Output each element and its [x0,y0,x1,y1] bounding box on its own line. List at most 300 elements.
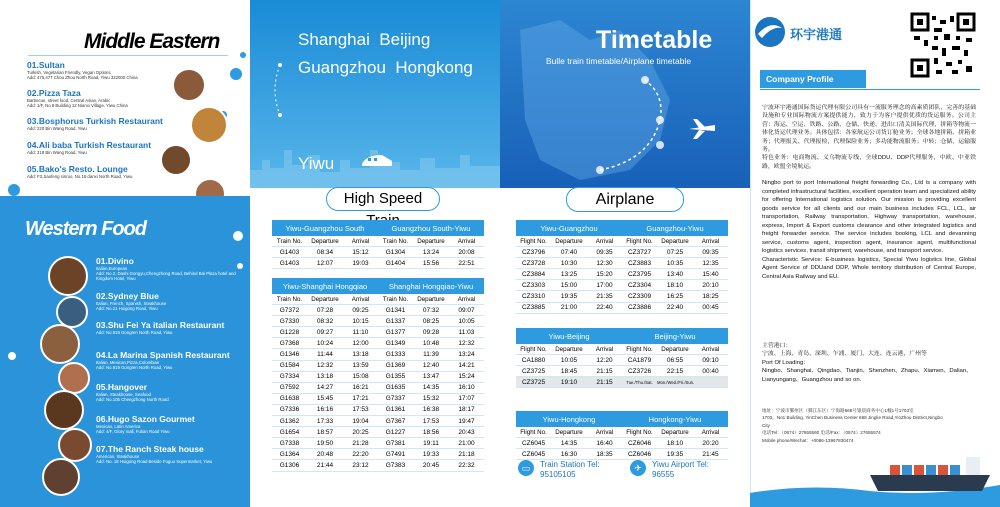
table-cell: G7372 [279,306,300,314]
table-cell: 18:56 [422,428,440,436]
table-cell: 21:00 [458,439,475,447]
column-header: Arrival [595,345,614,353]
table-row [272,316,484,327]
table-cell: G7592 [279,384,300,392]
restaurant-photo [42,458,80,496]
table-cell: 22:40 [596,304,613,312]
train-panel [250,0,500,507]
table-cell: 15:24 [458,373,475,381]
table-row [272,258,484,269]
table-cell: 22:51 [458,259,475,267]
route-label: Yiwu-Guangzhou [540,223,598,233]
column-header: Flight No. [520,345,547,353]
table-cell: 13:59 [352,362,369,370]
table-cell: 15:45 [316,395,334,403]
table-cell: CZ6045 [521,450,546,458]
table-cell: 23:12 [352,461,369,469]
table-header [516,411,728,427]
contact-address: 地址：宁波市鄞州区（鄞江东区）宁海路668号银晨商务中心1幢1号1703室 1703，No1 Building, YinChen Business Center 668 Jinglie Road,YinZhou District,Ningbo City 电话Tel：（0574）27655560 电话/Fax：（0574）27655574 Mobile phone/Wechat：+0086-13967830474 [762,408,943,443]
route-label: Yiwu-Guangzhou South [285,223,365,233]
table-cell: 07:25 [666,248,684,256]
column-header: Train No. [382,237,409,245]
table-cell: 15:12 [352,248,369,256]
table-row [516,366,728,377]
table-row [272,383,484,394]
table-cell: CZ6046 [627,450,652,458]
table-cell: 21:45 [702,450,719,458]
timetable-subtitle: Bulle train timetable/Airplane timetable [546,56,692,66]
table-cell: 18:35 [596,450,613,458]
column-header: Arrival [457,237,476,245]
table-cell: CZ3725 [521,378,546,386]
table-cell: 12:30 [596,259,613,267]
cargo-ship-graphic [750,435,1000,507]
table-cell: G1341 [385,306,406,314]
route-label: Yiwu-Hongkong [542,414,596,424]
table-cell: 21:28 [352,439,369,447]
table-cell: 13:40 [666,270,684,278]
table-cell: 11:44 [317,351,333,359]
table-row [272,372,484,383]
restaurant-photo [190,106,228,144]
airplane-icon [687,117,717,141]
table-cell: CA1879 [627,356,652,364]
table-cell: G1304 [385,248,406,256]
table-cell: 15:20 [596,270,613,278]
table-cell: CZ3310 [521,293,546,301]
table-cell: 18:10 [666,439,684,447]
table-cell: 15:32 [422,395,440,403]
column-header-row [516,427,728,438]
table-cell: G1228 [279,328,300,336]
air-table-beijing [516,328,728,388]
table-cell: 19:33 [422,450,440,458]
table-cell: 07:32 [422,306,440,314]
table-cell: 22:32 [458,461,475,469]
table-cell: 14:27 [316,384,334,392]
table-cell: 07:28 [316,306,334,314]
table-cell: 19:03 [352,259,369,267]
table-cell: 11:39 [423,351,439,359]
train-icon [360,152,394,170]
table-cell: 18:25 [702,293,719,301]
table-cell: CZ3796 [521,248,546,256]
restaurant-photo [44,390,84,430]
table-cell: 20:10 [702,281,719,289]
table-cell: G7336 [279,406,300,414]
table-cell: CZ3728 [521,259,546,267]
column-header: Arrival [701,237,720,245]
table-cell: 09:27 [316,328,334,336]
qr-code [910,12,976,78]
table-cell: 13:24 [458,351,475,359]
column-header: Departure [555,428,583,436]
column-header: Train No. [382,295,409,303]
route-label: Yiwu-Beijing [548,331,590,341]
table-cell: 16:16 [316,406,334,414]
table-row [272,460,484,471]
table-cell: 10:30 [560,259,578,267]
air-table-guangzhou [516,220,728,314]
column-header: Train No. [276,237,303,245]
list-item[interactable]: 02.Sydney Blue Italian, French, Spanish, Steakhouse Add: No.21 Huigong Road, Yiwu [96,291,167,312]
table-cell: 16:10 [458,384,475,392]
table-row [272,427,484,438]
table-header [272,220,484,236]
table-cell: 15:40 [702,270,719,278]
table-cell: CZ3795 [627,270,652,278]
table-cell: 08:25 [422,317,440,325]
table-cell: 14:21 [458,362,475,370]
table-cell: 22:20 [352,450,369,458]
table-cell: 10:05 [458,317,475,325]
timetable-banner [500,0,750,188]
table-cell: Mon./Wed./Fri./Sun. [657,379,695,385]
table-cell: CZ3727 [627,248,652,256]
list-item[interactable]: 05.Bako's Resto. Lounge Add: F3,Jiaofeng sinruo, No.16 danxi North Road, Yiwu [27,164,133,179]
table-cell: CZ6045 [521,439,546,447]
table-cell: 12:35 [702,259,719,267]
table-row [272,349,484,360]
table-cell: G1337 [385,317,406,325]
column-header: Departure [417,295,445,303]
table-row [272,416,484,427]
table-cell: 21:35 [596,293,613,301]
table-cell: 17:53 [352,406,369,414]
table-row [272,394,484,405]
table-cell: 19:04 [352,417,369,425]
table-cell: G7334 [279,373,300,381]
column-header: Departure [417,237,445,245]
route-label: Guangzhou-Yiwu [646,223,704,233]
table-cell: 12:07 [316,259,334,267]
table-cell: G1638 [279,395,300,403]
restaurant-photo [172,68,206,102]
table-row [272,305,484,316]
train-table-shanghai [272,278,484,472]
table-cell: 06:55 [666,356,684,364]
table-cell: Tue./Thu./Sat. [626,379,653,385]
cities-line-2: Guangzhou Hongkong [298,58,473,77]
column-header-row [516,344,728,355]
route-label: Yiwu-Shanghai Hongqiao [282,281,368,291]
table-row [516,377,728,388]
table-row [516,247,728,258]
cities-banner [250,0,500,188]
table-row [516,355,728,366]
table-cell: G7330 [279,317,300,325]
table-cell: 21:00 [560,304,578,312]
table-cell: 18:45 [560,367,578,375]
column-header: Arrival [701,428,720,436]
column-header-row [272,294,484,305]
table-cell: 10:15 [352,317,369,325]
table-cell: G7383 [385,461,406,469]
table-cell: 10:48 [422,339,440,347]
restaurant-photo [58,428,92,462]
table-cell: G1635 [385,384,406,392]
table-cell: 00:45 [702,304,719,312]
table-cell: 18:57 [316,428,334,436]
table-cell: 16:40 [596,439,613,447]
column-header: Arrival [351,295,370,303]
table-row [272,449,484,460]
column-header: Departure [661,237,689,245]
table-row [516,258,728,269]
table-cell: G1349 [385,339,406,347]
table-cell: 20:08 [458,248,475,256]
column-header: Arrival [595,428,614,436]
table-cell: 22:15 [666,367,684,375]
table-cell: CZ3883 [627,259,652,267]
column-header: Arrival [351,237,370,245]
table-cell: 09:10 [702,356,719,364]
restaurant-photo [160,144,192,176]
list-item[interactable]: 03.Shu Fei Ya italian Restaurant Add: No.919 Gongren North Road, Yiwu [96,320,225,335]
table-cell: G1404 [385,259,406,267]
column-header: Departure [311,295,339,303]
yiwu-label: Yiwu [298,154,335,173]
column-header: Departure [555,237,583,245]
table-cell: G1227 [385,428,406,436]
list-item[interactable]: 04.La Marina Spanish Restaurant Italian, Mexican,Pizza,Colombian Add: No.919 Gongren North Road, Yiwu [96,350,230,371]
table-cell: G7367 [385,417,406,425]
table-row [516,438,728,449]
table-cell: G1333 [385,351,406,359]
table-cell: 12:40 [422,362,440,370]
table-cell: CZ3885 [521,304,546,312]
cities-line-1: Shanghai Beijing [298,30,431,49]
restaurant-photo [48,256,88,296]
column-header: Arrival [701,345,720,353]
table-cell: G1654 [279,428,300,436]
column-header: Flight No. [626,237,653,245]
table-cell: G1362 [279,417,300,425]
table-cell: 20:43 [458,428,475,436]
table-cell: 21:15 [596,367,613,375]
table-cell: 21:18 [458,450,475,458]
column-header: Train No. [276,295,303,303]
table-cell: CZ3886 [627,304,652,312]
route-label: Beijing-Yiwu [654,331,696,341]
table-cell: 16:21 [352,384,369,392]
table-cell: G1306 [279,461,300,469]
table-cell: G1403 [279,248,300,256]
western-section [0,196,250,507]
table-cell: 18:10 [666,281,684,289]
column-header: Departure [311,237,339,245]
airplane-label: Airplane [566,187,684,212]
table-cell: 08:34 [316,248,334,256]
table-cell: 16:25 [666,293,684,301]
table-cell: 17:07 [458,395,475,403]
table-row [272,327,484,338]
table-cell: 15:56 [422,259,440,267]
list-item[interactable]: 01.Sultan Turkish, Vegetarian Friendly, Vegan Options Add: 475,477 Chou Zhou North Road, Yiwu 322000 China [27,60,138,81]
table-cell: 09:28 [422,328,440,336]
list-item[interactable]: 05.Hangover Italian, Steakhouse, Seafood Add: No.105 Chengzhong North Road [96,382,169,403]
table-row [516,291,728,302]
column-header: Arrival [595,237,614,245]
company-logo [754,16,786,48]
table-header [272,278,484,294]
table-cell: 19:35 [560,293,578,301]
table-row [516,280,728,291]
table-cell: 11:10 [352,328,369,336]
table-cell: 13:24 [422,248,440,256]
table-row [272,247,484,258]
list-item[interactable]: 04.Ali baba Turkish Restaurant Add: 218 Bin Wang Road, Yiwu [27,140,152,155]
company-en-description: Ningbo port to port International freight forwarding Co., Ltd is a company with completed infrastructural facilities, excellent operation team and specialized ability for offering International logistics solution. Our mission is providing excellent goods service for all clients and our main business includes FCL, LCL, air transportation, Railway transportation, Highway transportation, warehouse, express, Import & Export customs clearance and other integrated logistics and freight forwarder service. The service includes booking, LCL and devanning service, customs agent, inspection agent, insurance agent, multifunctional logistics services, transit shipment, warehouse, and transport service. Characteristic Service: E-business logistics, Special Yiwu logistics line, Global Agent Service of DDUand DDP, Whole territory distribution of Central Europe, Central Asia Railway and EU. [762,180,976,280]
table-cell: 19:11 [423,439,439,447]
table-row [516,449,728,460]
table-cell: 17:21 [352,395,369,403]
table-cell: G1584 [279,362,300,370]
table-header [516,328,728,344]
table-cell: 12:00 [352,339,369,347]
company-cn-name: 环宇港通 [790,27,843,42]
table-cell: 10:05 [560,356,578,364]
table-cell: 09:25 [352,306,369,314]
table-cell: 08:32 [316,317,334,325]
table-cell: 17:53 [422,417,440,425]
route-label: Shanghai Hongqiao-Yiwu [388,281,474,291]
divider [28,55,228,56]
column-header: Departure [661,428,689,436]
table-row [272,405,484,416]
table-cell: 13:47 [422,373,440,381]
high-speed-train-label: High Speed [326,187,440,211]
air-table-hongkong [516,411,728,460]
timetable-title: Timetable [596,26,713,54]
list-item[interactable]: 03.Bosphorus Turkish Restaurant Add: 220 Bin Wang Road, Yiwu [27,116,163,131]
table-cell: CZ3309 [627,293,652,301]
table-row [272,338,484,349]
table-cell: 14:35 [560,439,578,447]
table-cell: 00:40 [702,367,719,375]
table-cell: 17:00 [596,281,613,289]
table-cell: G7368 [279,339,300,347]
restaurant-panel [0,0,250,507]
table-cell: 12:20 [596,356,613,364]
route-label: Guangzhou South-Yiwu [391,223,471,233]
company-cn-description: 宁波环宇港通国际货运代理有限公司具有一流服务理念的高素质团队，完善的基础设施和专业国际物流方案提供能力，致力于为客户提供优质的货运服务。公司主营：海运、空运、铁路、公路、仓储、快递、进出口清关国际代理，拼箱等物流一体化货运代理业务。具体包括：各家航运公司货订舱业务；全球各地拼箱、拼箱业务；代理报关、代理报检，代理保险业务；多功能物流服务；中转；仓储，运输服务。 特色业务：电商物流、义乌物流专线，全球DDU、DDP代理服务，中欧、中亚铁路，欧盟全境航运。 [762,105,976,170]
table-cell: G1355 [385,373,406,381]
table-cell: 07:40 [560,248,578,256]
company-panel [750,0,1000,507]
table-cell: 16:38 [422,406,440,414]
table-row [516,303,728,314]
table-cell: 18:17 [458,406,475,414]
table-cell: CZ3303 [521,281,546,289]
route-label: Hongkong-Yiwu [648,414,702,424]
list-item[interactable]: 01.Divino Italian,European Add: No.2, Dashi Gongyu,Chengzhong Road, Behind Bai Plaza hotel and Kingdom Hotel, Yiwu [96,256,236,282]
train-table-guangzhou [272,220,484,269]
table-cell: 16:30 [560,450,578,458]
table-cell: G1403 [279,259,300,267]
list-item[interactable]: 02.Pizza Taza Barbecue, street food, Central Asian, Arabic Add: 1/F, No 8 Building 12 Nianxi Village, Yiwu China [27,88,128,109]
table-cell: 09:35 [596,248,613,256]
table-cell: G1361 [385,406,406,414]
table-cell: G1377 [385,328,406,336]
table-cell: 22:40 [666,304,684,312]
train-icon: ▭ [518,460,534,476]
table-cell: 09:07 [458,306,475,314]
table-cell: 15:00 [560,281,578,289]
table-cell: 14:35 [422,384,440,392]
table-cell: 12:32 [458,339,475,347]
airplane-icon: ✈ [630,460,646,476]
company-profile-tab: Company Profile [760,70,866,88]
list-item[interactable]: 06.Hugo Sazon Gourmet Mexican, Latin America Add: 4/F, Glory mall, Futian Road Yiwu [96,414,195,435]
table-cell: 13:25 [560,270,578,278]
table-cell: G7381 [385,439,406,447]
restaurant-photo [40,324,80,364]
column-header-row [516,236,728,247]
table-cell: 21:15 [596,378,613,386]
table-cell: 13:18 [316,373,334,381]
table-cell: 19:35 [666,450,684,458]
table-header [516,220,728,236]
table-cell: 19:47 [458,417,475,425]
table-cell: 21:44 [316,461,334,469]
table-cell: CZ3725 [521,367,546,375]
table-cell: 13:18 [352,351,369,359]
airplane-panel [500,0,750,507]
table-cell: 10:35 [666,259,684,267]
table-cell: 20:20 [702,439,719,447]
table-cell: G1369 [385,362,406,370]
table-cell: 19:10 [560,378,578,386]
train-station-contact: ▭ Train Station Tel: 95105105 [518,460,600,480]
table-cell: 20:48 [316,450,334,458]
table-cell: CZ3304 [627,281,652,289]
table-cell: CA1880 [521,356,546,364]
table-cell: CZ6046 [627,439,652,447]
table-cell: 09:35 [702,248,719,256]
table-cell: G1364 [279,450,300,458]
column-header: Flight No. [626,428,653,436]
table-cell: 20:45 [422,461,440,469]
table-cell: 12:32 [316,362,334,370]
ports-section: 主营港口： 宁波、上海、青岛、深圳、乍浦、厦门、大连、连云港、广州等 Port Of Loading： Ningbo、Shanghai、Qingdao、Tianjin、Shenzhen、Zhapu、Xiamen、Dalian、Lianyungang、Guangzhou and so on. [762,343,972,383]
column-header: Departure [555,345,583,353]
column-header: Flight No. [626,345,653,353]
table-cell: G7337 [385,395,406,403]
column-header: Flight No. [520,428,547,436]
table-cell: 10:24 [316,339,334,347]
column-header: Arrival [457,295,476,303]
table-row [272,361,484,372]
column-header: Departure [661,345,689,353]
table-cell: 19:50 [316,439,334,447]
table-cell: G7338 [279,439,300,447]
middle-eastern-heading: Middle Eastern [84,30,220,53]
airport-contact: ✈ Yiwu Airport Tel: 96555 [630,460,709,480]
list-item[interactable]: 07.The Ranch Steak house American, Steakhouse Add: No. 18 Huigong Road Beside Fuguo Supermarket, Yiwu [96,444,213,465]
table-cell: 17:33 [316,417,334,425]
column-header: Flight No. [520,237,547,245]
table-cell: CZ3884 [521,270,546,278]
table-row [516,269,728,280]
table-cell: G7491 [385,450,406,458]
western-food-heading: Western Food [25,218,146,240]
table-cell: 20:25 [352,428,369,436]
table-cell: CZ3726 [627,367,652,375]
table-cell: 11:03 [458,328,475,336]
table-cell: G1346 [279,351,300,359]
table-row [272,438,484,449]
